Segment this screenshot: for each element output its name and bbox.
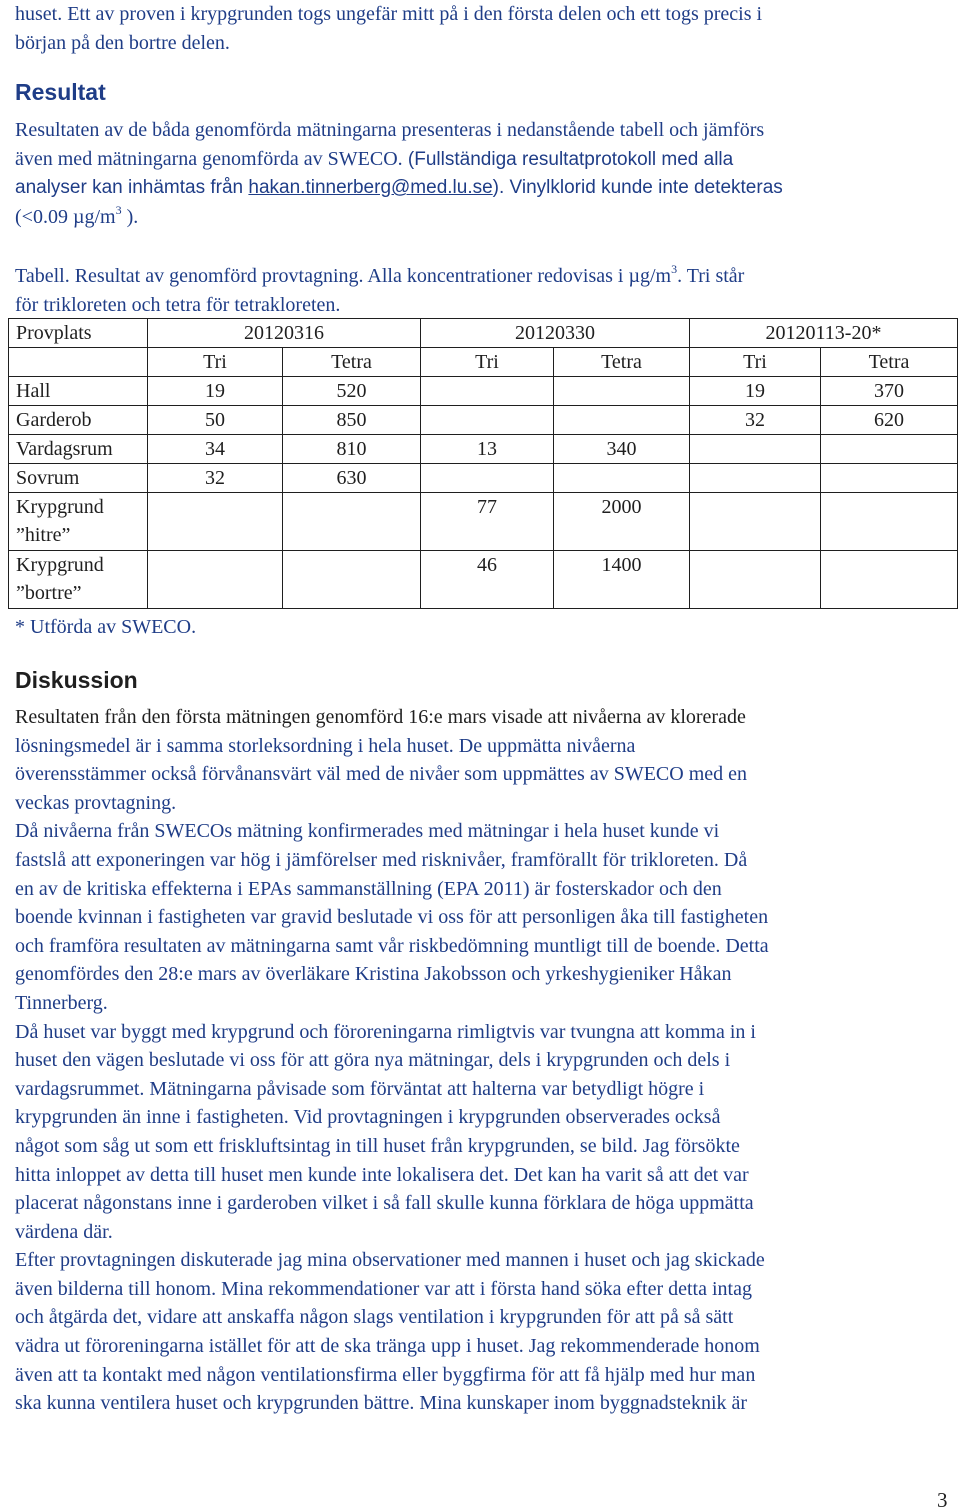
table-cell: [554, 377, 690, 406]
table-cell: [821, 464, 958, 493]
table-cell: [283, 493, 421, 551]
intro-paragraph: [15, 0, 950, 57]
table-cell: [690, 464, 821, 493]
table-cell: 2000: [554, 493, 690, 551]
resultat-line-4-sup: 3: [115, 202, 122, 217]
diskussion-line: vardagsrummet. Mätningarna påvisade som förväntat att halterna var betydligt högre i: [15, 1077, 705, 1100]
row-place: Vardagsrum: [9, 435, 148, 464]
diskussion-line: värdena där.: [15, 1220, 113, 1243]
table-cell: [554, 406, 690, 435]
table-row: [9, 493, 958, 551]
resultat-line-4: [15, 203, 950, 232]
header-provplats: Provplats: [9, 319, 148, 348]
row-place: Garderob: [9, 406, 148, 435]
resultat-line-3-post: ). Vinylklorid kunde inte detekteras: [492, 177, 783, 199]
table-cell: [554, 464, 690, 493]
caption-line-1-pre: Tabell. Resultat av genomförd provtagning. Alla koncentrationer redovisas i µg/m: [15, 265, 672, 287]
diskussion-line: krypgrunden än inne i fastigheten. Vid provtagningen i krypgrunden observerades också: [15, 1106, 721, 1129]
diskussion-line: och åtgärda det, vidare att anskaffa någon slags ventilation i krypgrunden för att på så sätt: [15, 1306, 734, 1329]
diskussion-line: Resultaten från den första mätningen genomförd 16:e mars visade att nivåerna av klorerade: [15, 706, 746, 728]
table-cell: [690, 435, 821, 464]
header-date-3: 20120113-20*: [690, 319, 958, 348]
diskussion-line: även att ta kontakt med någon ventilationsfirma eller byggfirma för att få hjälp med hur man: [15, 1363, 756, 1386]
diskussion-line: boende kvinnan i fastigheten var gravid beslutade vi oss för att personligen åka till fastigheten: [15, 906, 769, 929]
diskussion-line: även bilderna till honom. Mina rekommendationer var att i första hand söka efter detta intag: [15, 1277, 752, 1300]
diskussion-paragraph: [15, 703, 950, 1418]
subheader-tetra: Tetra: [554, 348, 690, 377]
diskussion-line: placerat någonstans inne i garderoben vilket i så fall skulle kunna förklara de höga uppmätta: [15, 1192, 754, 1215]
subheader-empty: [9, 348, 148, 377]
diskussion-line: överensstämmer också förvånansvärt väl med de nivåer som uppmättes av SWECO med en: [15, 763, 748, 786]
table-row: [9, 406, 958, 435]
row-place-line-2: ”bortre”: [16, 582, 82, 604]
row-place: [9, 493, 148, 551]
subheader-tri: Tri: [148, 348, 283, 377]
table-footnote: * Utförda av SWECO.: [15, 616, 197, 638]
table-cell: [421, 464, 554, 493]
table-caption: [15, 262, 950, 319]
resultat-line-3-pre: analyser kan inhämtas från: [15, 177, 249, 199]
diskussion-line: ska kunna ventilera huset och krypgrunden bättre. Mina kunskaper inom byggnadsteknik är: [15, 1392, 748, 1415]
page-number: 3: [937, 1488, 948, 1512]
resultat-line-3: [15, 174, 950, 203]
table-cell: 32: [148, 464, 283, 493]
resultat-line-4-pre: (<0.09 µg/m: [15, 205, 116, 228]
header-date-2: 20120330: [421, 319, 690, 348]
diskussion-line: Då nivåerna från SWECOs mätning konfirmerades med mätningar i hela huset kunde vi: [15, 820, 720, 843]
caption-line-1-sup: 3: [671, 262, 678, 276]
table-cell: [148, 493, 283, 551]
resultat-heading: Resultat: [15, 79, 106, 105]
table-cell: [690, 551, 821, 609]
table-row: [9, 464, 958, 493]
diskussion-line: hitta inloppet av detta till huset men kunde inte lokalisera det. Det kan ha varit så att det var: [15, 1163, 749, 1186]
table-cell: [283, 551, 421, 609]
table-cell: 46: [421, 551, 554, 609]
diskussion-line: fastslå att exponeringen var hög i jämförelser med risknivåer, framförallt för trikloreten. Då: [15, 848, 748, 871]
table-cell: 620: [821, 406, 958, 435]
diskussion-line: en av de kritiska effekterna i EPAs sammanställning (EPA 2011) är fosterskador och den: [15, 877, 722, 900]
row-place: [9, 551, 148, 609]
table-cell: [690, 493, 821, 551]
diskussion-line: lösningsmedel är i samma storleksordning i hela huset. De uppmätta nivåerna: [15, 734, 636, 757]
subheader-tri: Tri: [690, 348, 821, 377]
contact-email-link[interactable]: hakan.tinnerberg@med.lu.se: [248, 177, 493, 199]
table-cell: 370: [821, 377, 958, 406]
table-cell: [421, 406, 554, 435]
table-cell: 630: [283, 464, 421, 493]
resultat-line-2: [15, 145, 950, 175]
diskussion-line: Tinnerberg.: [15, 991, 108, 1014]
table-cell: 50: [148, 406, 283, 435]
subheader-tri: Tri: [421, 348, 554, 377]
row-place: Sovrum: [9, 464, 148, 493]
table-cell: 34: [148, 435, 283, 464]
diskussion-line: Då huset var byggt med krypgrund och föroreningarna rimligtvis var tvungna att komma in i: [15, 1020, 756, 1043]
row-place: Hall: [9, 377, 148, 406]
table-cell: 77: [421, 493, 554, 551]
caption-line-2: för trikloreten och tetra för tetrakloreten.: [15, 293, 341, 316]
row-place-line-1: Krypgrund: [16, 496, 104, 518]
table-header-row: [9, 319, 958, 348]
table-row: [9, 551, 958, 609]
table-cell: [821, 493, 958, 551]
diskussion-line: Efter provtagningen diskuterade jag mina observationer med mannen i huset och jag skickade: [15, 1249, 765, 1272]
intro-line-2: början på den bortre delen.: [15, 31, 230, 54]
table-cell: 340: [554, 435, 690, 464]
table-cell: 32: [690, 406, 821, 435]
diskussion-heading: Diskussion: [15, 667, 138, 693]
table-cell: [421, 377, 554, 406]
subheader-tetra: Tetra: [283, 348, 421, 377]
table-row: [9, 377, 958, 406]
header-date-1: 20120316: [148, 319, 421, 348]
diskussion-line: veckas provtagning.: [15, 791, 177, 814]
table-cell: 1400: [554, 551, 690, 609]
results-table: [8, 318, 958, 609]
row-place-line-2: ”hitre”: [16, 524, 71, 546]
table-cell: 850: [283, 406, 421, 435]
resultat-paragraph: [15, 116, 950, 231]
diskussion-line: vädra ut föroreningarna istället för att de ska tränga upp i huset. Jag rekommenderade honom: [15, 1335, 760, 1358]
resultat-line-2-serif: även med mätningarna genomförda av SWECO.: [15, 147, 403, 170]
subheader-tetra: Tetra: [821, 348, 958, 377]
diskussion-line: och framföra resultaten av mätningarna samt vår riskbedömning muntligt till de boende. Detta: [15, 934, 769, 957]
row-place-line-1: Krypgrund: [16, 554, 104, 576]
table-cell: [821, 435, 958, 464]
diskussion-line: huset den vägen beslutade vi oss för att göra nya mätningar, dels i krypgrunden och dels i: [15, 1049, 731, 1072]
table-cell: 13: [421, 435, 554, 464]
diskussion-line: genomfördes den 28:e mars av överläkare Kristina Jakobsson och yrkeshygieniker Håkan: [15, 963, 732, 986]
resultat-line-1: Resultaten av de båda genomförda mätningarna presenteras i nedanstående tabell och jämförs: [15, 119, 765, 141]
resultat-line-2-sans: (Fullständiga resultatprotokoll med alla: [402, 148, 734, 170]
table-cell: 19: [148, 377, 283, 406]
caption-line-1: [15, 262, 950, 291]
table-cell: [821, 551, 958, 609]
table-cell: 520: [283, 377, 421, 406]
table-subheader-row: [9, 348, 958, 377]
resultat-line-4-post: ).: [121, 205, 139, 228]
table-cell: 810: [283, 435, 421, 464]
table-cell: 19: [690, 377, 821, 406]
table-cell: [148, 551, 283, 609]
intro-line-1: huset. Ett av proven i krypgrunden togs ungefär mitt på i den första delen och ett togs precis i: [15, 3, 763, 25]
caption-line-1-post: . Tri står: [677, 265, 745, 287]
diskussion-line: något som såg ut som ett friskluftsintag in till huset från krypgrunden, se bild. Jag försökte: [15, 1134, 740, 1157]
table-row: [9, 435, 958, 464]
